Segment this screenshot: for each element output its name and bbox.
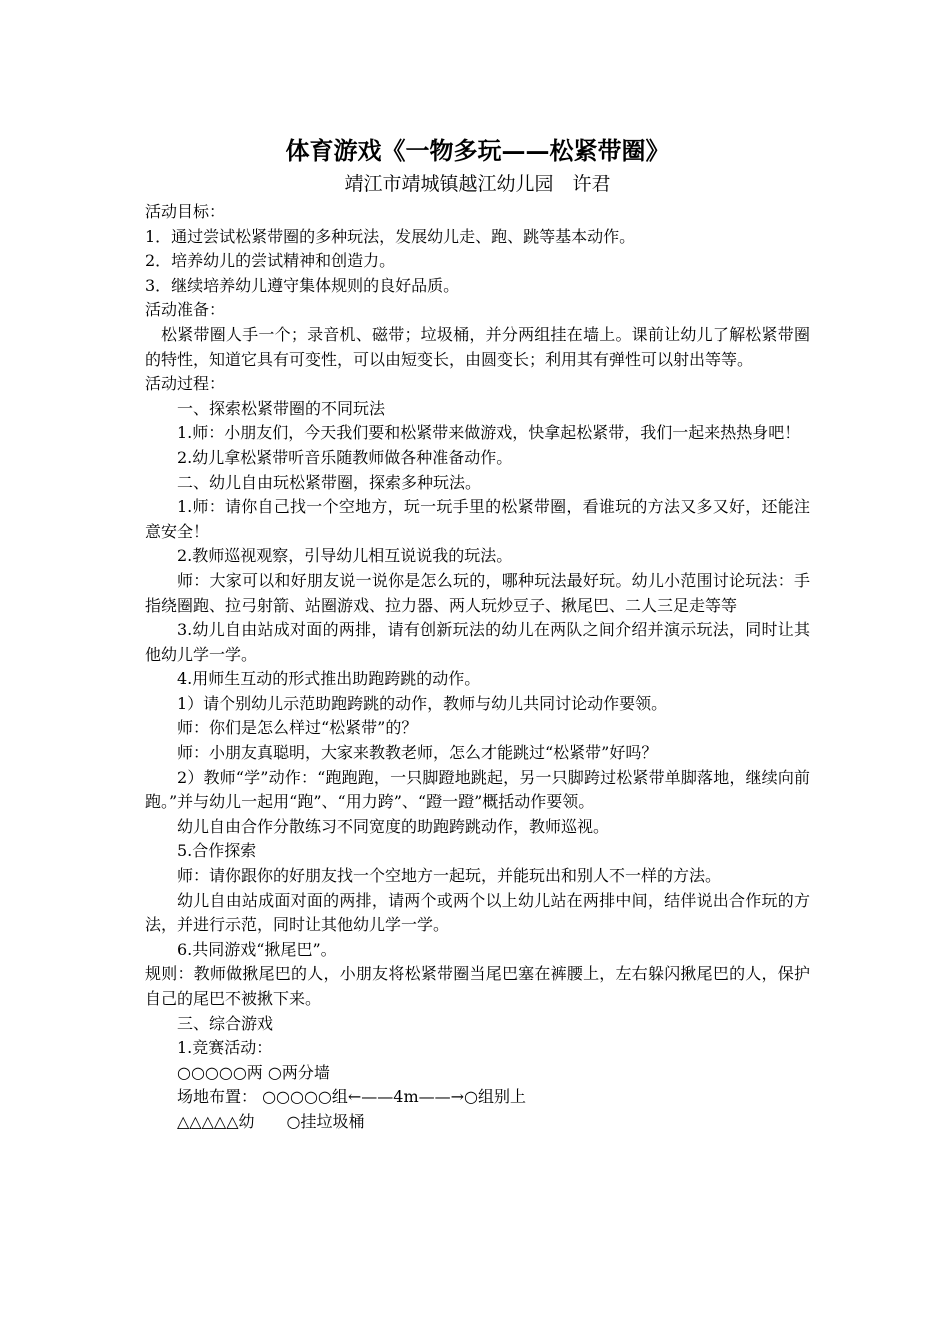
goal-item: 3．继续培养幼儿遵守集体规则的良好品质。 <box>145 275 460 295</box>
field-layout-line: ○○○○○两 ○两分墙 <box>177 1062 330 1082</box>
body-paragraph: 师：你们是怎么样过“松紧带”的？ <box>177 718 418 738</box>
field-layout-line: 场地布置： ○○○○○组←——4m——→○组别上 <box>177 1087 527 1107</box>
section-heading-preparation: 活动准备： <box>145 300 226 320</box>
body-paragraph: 3.幼儿自由站成对面的两排，请有创新玩法的幼儿在两队之间介绍并演示玩法，同时让其他幼儿学一学。 <box>145 620 810 664</box>
rules-paragraph: 规则：教师做揪尾巴的人，小朋友将松紧带圈当尾巴塞在裤腰上，左右躲闪揪尾巴的人，保护自己的尾巴不被揪下来。 <box>145 964 810 1008</box>
body-paragraph: 幼儿自由站成面对面的两排，请两个或两个以上幼儿站在两排中间，结伴说出合作玩的方法，并进行示范，同时让其他幼儿学一学。 <box>145 890 810 935</box>
document-page <box>145 134 810 1135</box>
goal-item: 1．通过尝试松紧带圈的多种玩法，发展幼儿走、跑、跳等基本动作。 <box>145 226 636 246</box>
body-paragraph: 师：大家可以和好朋友说一说你是怎么玩的，哪种玩法最好玩。幼儿小范围讨论玩法：手指绕圈跑、拉弓射箭、站圈游戏、拉力器、两人玩炒豆子、揪尾巴、二人三足走等等 <box>145 570 810 615</box>
field-layout-line: △△△△△幼 ○挂垃圾桶 <box>177 1111 365 1131</box>
body-paragraph: 2）教师“学”动作：“跑跑跑，一只脚蹬地跳起，另一只脚跨过松紧带单脚落地，继续向前跑。”并与幼儿一起用“跑”、“用力跨”、“蹬一蹬”概括动作要领。 <box>145 767 810 812</box>
body-paragraph: 1.师：小朋友们，今天我们要和松紧带来做游戏，快拿起松紧带，我们一起来热热身吧！ <box>177 423 801 443</box>
body-paragraph: 1.竞赛活动： <box>177 1038 273 1058</box>
section-heading-process: 活动过程： <box>145 374 226 394</box>
document-author: 靖江市靖城镇越江幼儿园 许君 <box>344 173 611 195</box>
step-heading: 二、幼儿自由玩松紧带圈，探索多种玩法。 <box>177 472 482 492</box>
body-paragraph: 1）请个别幼儿示范助跑跨跳的动作，教师与幼儿共同讨论动作要领。 <box>177 693 668 713</box>
body-paragraph: 师：请你跟你的好朋友找一个空地方一起玩，并能玩出和别人不一样的方法。 <box>177 866 722 886</box>
document-body <box>145 200 810 1135</box>
section-heading-goals: 活动目标： <box>145 202 226 221</box>
document-title: 体育游戏《一物多玩——松紧带圈》 <box>285 136 670 165</box>
step-heading: 一、探索松紧带圈的不同玩法 <box>177 398 386 418</box>
body-paragraph: 师：小朋友真聪明，大家来教教老师，怎么才能跳过“松紧带”好吗？ <box>177 743 658 763</box>
body-paragraph: 幼儿自由合作分散练习不同宽度的助跑跨跳动作，教师巡视。 <box>177 816 610 836</box>
body-paragraph: 2.幼儿拿松紧带听音乐随教师做各种准备动作。 <box>177 447 513 467</box>
step-heading: 5.合作探索 <box>177 841 257 861</box>
step-heading: 6.共同游戏“揪尾巴”。 <box>177 939 337 959</box>
body-paragraph: 2.教师巡视观察，引导幼儿相互说说我的玩法。 <box>177 546 513 566</box>
body-paragraph: 4.用师生互动的形式推出助跑跨跳的动作。 <box>177 669 481 689</box>
body-paragraph: 1.师：请你自己找一个空地方，玩一玩手里的松紧带圈，看谁玩的方法又多又好，还能注意安全！ <box>145 497 810 541</box>
step-heading: 三、综合游戏 <box>177 1013 274 1033</box>
goal-item: 2．培养幼儿的尝试精神和创造力。 <box>145 251 396 271</box>
preparation-paragraph: 松紧带圈人手一个；录音机、磁带；垃圾桶，并分两组挂在墙上。课前让幼儿了解松紧带圈的特性，知道它具有可变性，可以由短变长，由圆变长；利用其有弹性可以射出等等。 <box>145 324 810 369</box>
